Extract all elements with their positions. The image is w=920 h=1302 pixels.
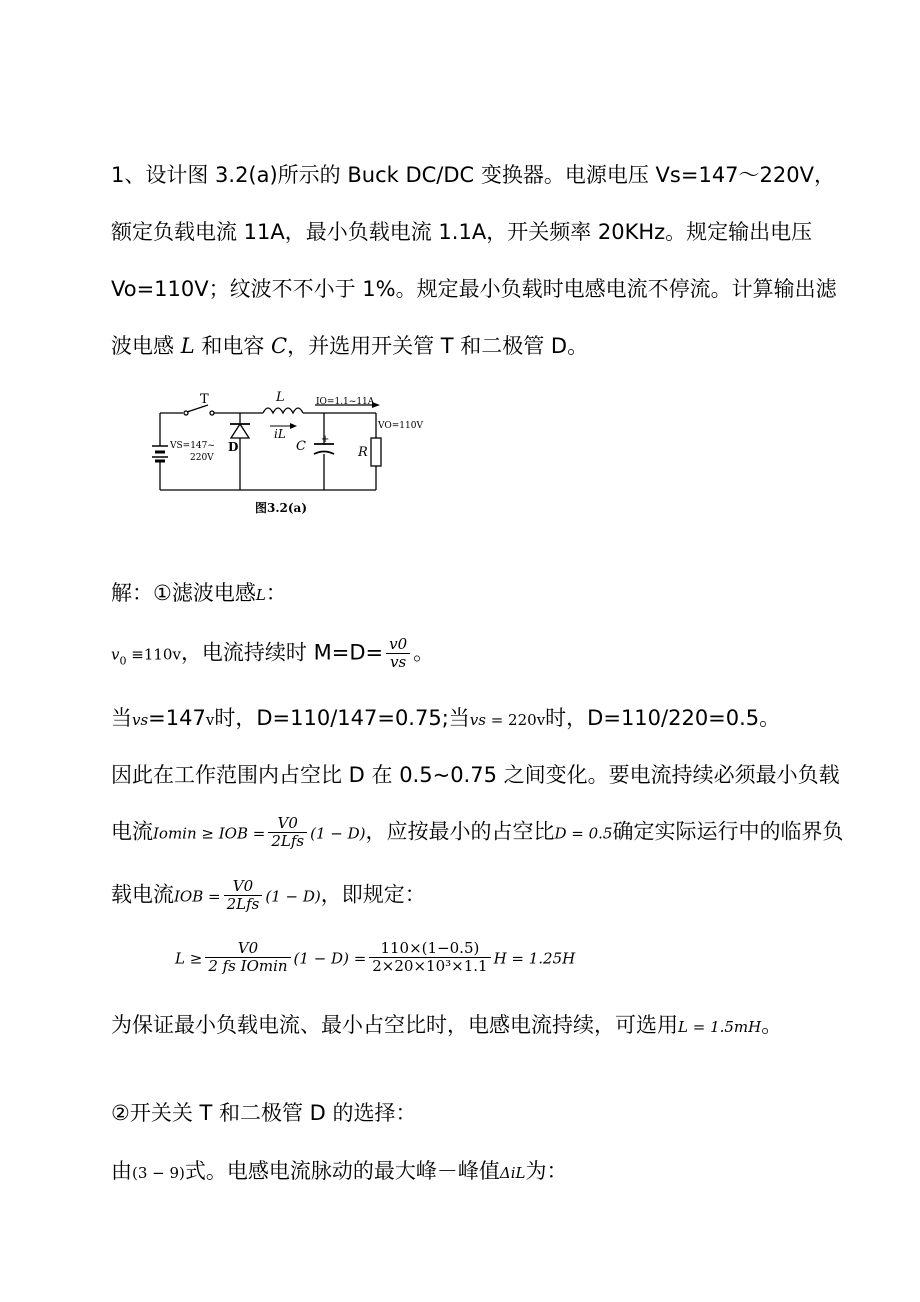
formula-result: H = 1.25H	[493, 949, 576, 968]
text-segment: ，电流持续时 M=D=	[180, 640, 384, 665]
text-segment: 。	[761, 1013, 783, 1037]
label-cap-plus: +	[321, 434, 330, 445]
denominator: 2×20×10³×1.1	[372, 957, 488, 975]
text-segment: 时，D=110/220=0.5。	[545, 706, 781, 730]
fraction-v0-2lfs	[268, 815, 307, 850]
denominator: 2 fs IOmin	[208, 957, 288, 975]
formula-factor: (1 − D)	[265, 887, 321, 906]
formula-factor: (1 − D) =	[293, 949, 367, 968]
formula-d: D = 0.5	[554, 824, 613, 843]
problem-line-4	[111, 331, 920, 361]
var-L: L	[180, 334, 195, 358]
label-inductor: L	[276, 390, 285, 405]
text-segment: 载电流	[111, 882, 174, 907]
label-source-voltage-2: 220V	[190, 453, 214, 463]
numerator: V0	[268, 815, 307, 833]
solution-line-range: 因此在工作范围内占空比 D 在 0.5~0.75 之间变化。要电流持续必须最小负载	[111, 763, 840, 787]
buck-circuit-diagram	[150, 388, 440, 523]
formula-l-ge: L ≥	[175, 949, 203, 968]
text-segment: 当	[111, 706, 132, 730]
formula-delta-il: ΔiL	[499, 1164, 526, 1182]
label-output-voltage: VO=110V	[378, 421, 423, 431]
text-segment: ：	[265, 581, 287, 605]
problem-line-1: 1、设计图 3.2(a)所示的 Buck DC/DC 变换器。电源电压 Vs=147～220V，	[111, 163, 835, 187]
fraction-v0-2lfs	[224, 878, 263, 913]
solution-line-ripple	[111, 1156, 920, 1188]
text-segment: 式。电感电流脉动的最大峰－峰值	[184, 1159, 500, 1183]
formula-l-value: L = 1.5mH	[678, 1018, 762, 1036]
numerator: 110×(1−0.5)	[369, 940, 490, 958]
text-segment: 解：①滤波电感	[111, 581, 256, 605]
formula-iob: IOB =	[174, 887, 221, 906]
value-vo: ≡110v	[126, 645, 181, 664]
formula-inequality: Iomin ≥ IOB =	[153, 824, 266, 843]
numerator: V0	[224, 878, 263, 896]
formula-factor: (1 − D)	[310, 824, 366, 843]
equation-ref: (3 − 9)	[132, 1164, 185, 1182]
solution-line-choose-l	[111, 1010, 920, 1042]
label-output-current: IO=1.1~11A	[316, 397, 375, 407]
solution-heading-2: ②开关关 T 和二极管 D 的选择：	[111, 1101, 417, 1125]
text-segment: ，并选用开关管 T 和二极管 D。	[287, 334, 589, 358]
problem-line-3: Vo=110V；纹波不不小于 1%。规定最小负载时电感电流不停流。计算输出滤	[111, 277, 837, 301]
text-segment: 确定实际运行中的临界负	[612, 819, 844, 844]
text-segment: 。	[413, 640, 435, 665]
text-segment: 由	[111, 1159, 132, 1183]
solution-line-iob	[111, 878, 920, 913]
problem-line-2: 额定负载电流 11A，最小负载电流 1.1A，开关频率 20KHz。规定输出电压	[111, 220, 813, 244]
text-segment: 和电容	[194, 334, 271, 358]
text-segment: =147	[148, 706, 206, 730]
denominator: 2Lfs	[271, 832, 305, 850]
solution-line-duty	[111, 703, 920, 735]
var-vs: vs	[132, 711, 149, 729]
denominator: 2Lfs	[226, 895, 260, 913]
numerator: v0	[386, 636, 410, 654]
fraction-v0-vs	[386, 636, 410, 671]
solution-line-critical	[111, 815, 920, 850]
text-segment: 为保证最小负载电流、最小占空比时，电感电流持续，可选用	[111, 1013, 678, 1037]
fraction-numeric	[369, 940, 490, 975]
label-capacitor: C	[296, 439, 306, 454]
value-vs: = 220v	[485, 711, 546, 729]
unit-v: v	[205, 711, 215, 729]
subscript: 0	[119, 654, 127, 668]
label-source-voltage: VS=147~	[170, 441, 215, 451]
var-L: L	[255, 586, 266, 604]
text-segment: ，即规定：	[320, 882, 426, 907]
text-segment: 电流	[111, 819, 153, 844]
figure-caption: 图3.2(a)	[255, 501, 308, 515]
text-segment: 波电感	[111, 334, 181, 358]
var-C: C	[271, 334, 288, 358]
numerator: V0	[205, 940, 290, 958]
solution-line-vo	[111, 636, 920, 677]
label-inductor-current: iL	[274, 427, 286, 441]
var-vs: vs	[469, 711, 486, 729]
var-v: v	[111, 645, 120, 664]
text-segment: 时，D=110/147=0.75;当	[214, 706, 470, 730]
text-segment: 为：	[525, 1159, 568, 1183]
denominator: vs	[390, 653, 407, 671]
label-diode: D	[228, 440, 239, 454]
solution-heading	[111, 578, 920, 610]
text-segment: ，应按最小的占空比	[365, 819, 555, 844]
fraction-v0-2fsiomin	[205, 940, 290, 975]
label-switch: T	[200, 392, 209, 407]
label-resistor: R	[358, 445, 368, 460]
equation-inductance	[175, 940, 920, 975]
